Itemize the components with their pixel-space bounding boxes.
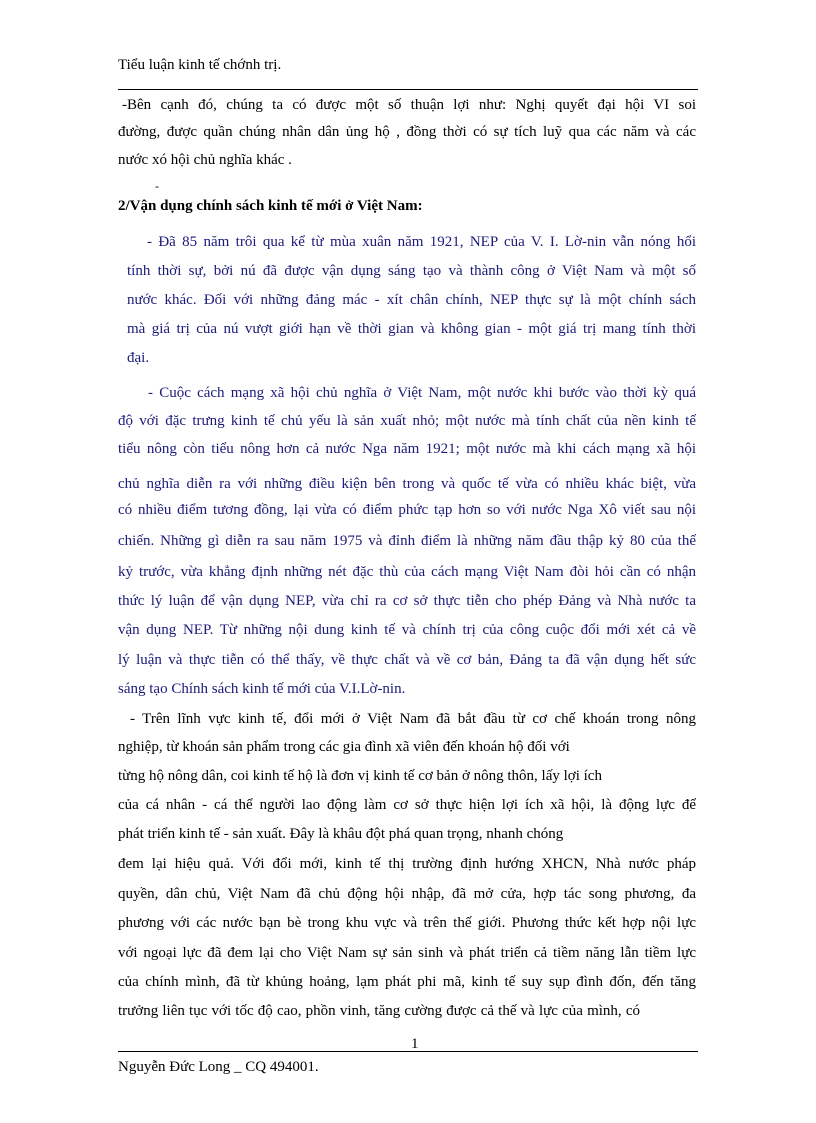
paragraph2-line-1: - Đã 85 năm trôi qua kể từ mùa xuân năm 1921, NEP của V. I. Lờ-nin vẫn nóng hổi <box>147 234 696 250</box>
paragraph4-line-6: đem lại hiệu quả. Với đổi mới, kinh tế thị trường định hướng XHCN, Nhà nước pháp <box>118 856 696 872</box>
paragraph2-line-3: nước khác. Đối với những đảng mác - xít chân chính, NEP thực sự là một chính sách <box>127 292 696 308</box>
paragraph4-line-7: quyền, dân chủ, Việt Nam đã chủ động hội nhập, đã mở cửa, hợp tác song phương, đa <box>118 886 696 902</box>
paragraph3-line-4: chủ nghĩa diễn ra với những điều kiện bên trong và quốc tế vừa có nhiều khác biệt, vừa <box>118 476 696 492</box>
paragraph1-line-3: nước xó hội chủ nghĩa khác . <box>118 152 292 168</box>
paragraph4-line-11: trưởng liên tục với tốc độ cao, phồn vinh, tăng cường được cả thế và lực của mình, có <box>118 1003 640 1019</box>
paragraph3-line-8: thức lý luận để vận dụng NEP, vừa chỉ ra cơ sở thực tiễn cho phép Đảng và Nhà nước ta <box>118 593 696 609</box>
paragraph4-line-8: phương với các nước bạn bè trong khu vực và trên thế giới. Phương thức kết hợp nội lực <box>118 915 696 931</box>
paragraph3-line-7: kỷ trước, vừa khẳng định những nét đặc thù của cách mạng Việt Nam đòi hỏi cần có nhận <box>118 564 696 580</box>
paragraph3-line-1: - Cuộc cách mạng xã hội chủ nghĩa ở Việt Nam, một nước khi bước vào thời kỳ quá <box>148 385 696 401</box>
paragraph1-line-2: đường, được quần chúng nhân dân ủng hộ , đồng thời có sự tích luỹ qua các năm và các <box>118 124 696 140</box>
paragraph4-line-1: - Trên lĩnh vực kinh tế, đổi mới ở Việt Nam đã bắt đầu từ cơ chế khoán trong nông <box>130 711 696 727</box>
paragraph3-line-9: vận dụng NEP. Từ những nội dung kinh tế và chính trị của công cuộc đổi mới xét cả về <box>118 622 696 638</box>
paragraph2-line-5: đại. <box>127 350 150 366</box>
section-heading: 2/Vận dụng chính sách kinh tế mới ở Việt Nam: <box>118 198 423 214</box>
stray-dash: - <box>155 179 159 193</box>
running-footer: Nguyễn Đức Long _ CQ 494001. <box>118 1059 319 1075</box>
paragraph4-line-2: nghiệp, từ khoán sản phẩm trong các gia đình xã viên đến khoán hộ đối với <box>118 739 570 755</box>
paragraph2-line-4: mà giá trị của nú vượt giới hạn về thời gian và không gian - một giá trị mang tính thời <box>127 321 696 337</box>
paragraph4-line-4: của cá nhân - cá thể người lao động làm cơ sở thực hiện lợi ích xã hội, là động lực để <box>118 797 696 813</box>
footer-rule <box>118 1051 698 1052</box>
paragraph3-line-11: sáng tạo Chính sách kinh tế mới của V.I.Lờ-nin. <box>118 681 406 697</box>
paragraph4-line-3: từng hộ nông dân, coi kinh tế hộ là đơn vị kinh tế cơ bản ở nông thôn, lấy lợi ích <box>118 768 602 784</box>
header-rule <box>118 89 698 90</box>
paragraph4-line-5: phát triển kinh tế - sản xuất. Đây là khâu đột phá quan trọng, nhanh chóng <box>118 826 564 842</box>
paragraph3-line-5: có nhiều điểm tương đồng, lại vừa có điểm phức tạp hơn so với nước Nga Xô viết sau nội <box>118 502 696 518</box>
paragraph3-line-3: tiểu nông còn tiểu nông hơn cả nước Nga năm 1921; một nước mà khi cách mạng xã hội <box>118 441 696 457</box>
running-header: Tiểu luận kinh tế chớnh trị. <box>118 57 282 73</box>
paragraph3-line-2: độ với đặc trưng kinh tế chủ yếu là sản xuất nhỏ; một nước mà tính chất của nền kinh tế <box>118 413 696 429</box>
paragraph3-line-6: chiến. Những gì diễn ra sau năm 1975 và đỉnh điểm là những năm đầu thập kỷ 80 của thế <box>118 533 696 549</box>
paragraph4-line-9: với ngoại lực đã đem lại cho Việt Nam sự sản sinh và phát triển cả tiềm năng lẫn tiềm lực <box>118 945 696 961</box>
paragraph4-line-10: của chính mình, đã từ khủng hoảng, lạm phát phi mã, kinh tế suy sụp đình đốn, đến tăng <box>118 974 696 990</box>
page-number: 1 <box>411 1036 419 1052</box>
paragraph1-line-1: -Bên cạnh đó, chúng ta có được một số thuận lợi như: Nghị quyết đại hội VI soi <box>122 97 696 113</box>
paragraph2-line-2: tính thời sự, bởi nú đã được vận dụng sáng tạo và thành công ở Việt Nam và một số <box>127 263 696 279</box>
paragraph3-line-10: lý luận và thực tiễn có thể thấy, về thực chất và về cơ bản, Đảng ta đã vận dụng hết sức <box>118 652 696 668</box>
